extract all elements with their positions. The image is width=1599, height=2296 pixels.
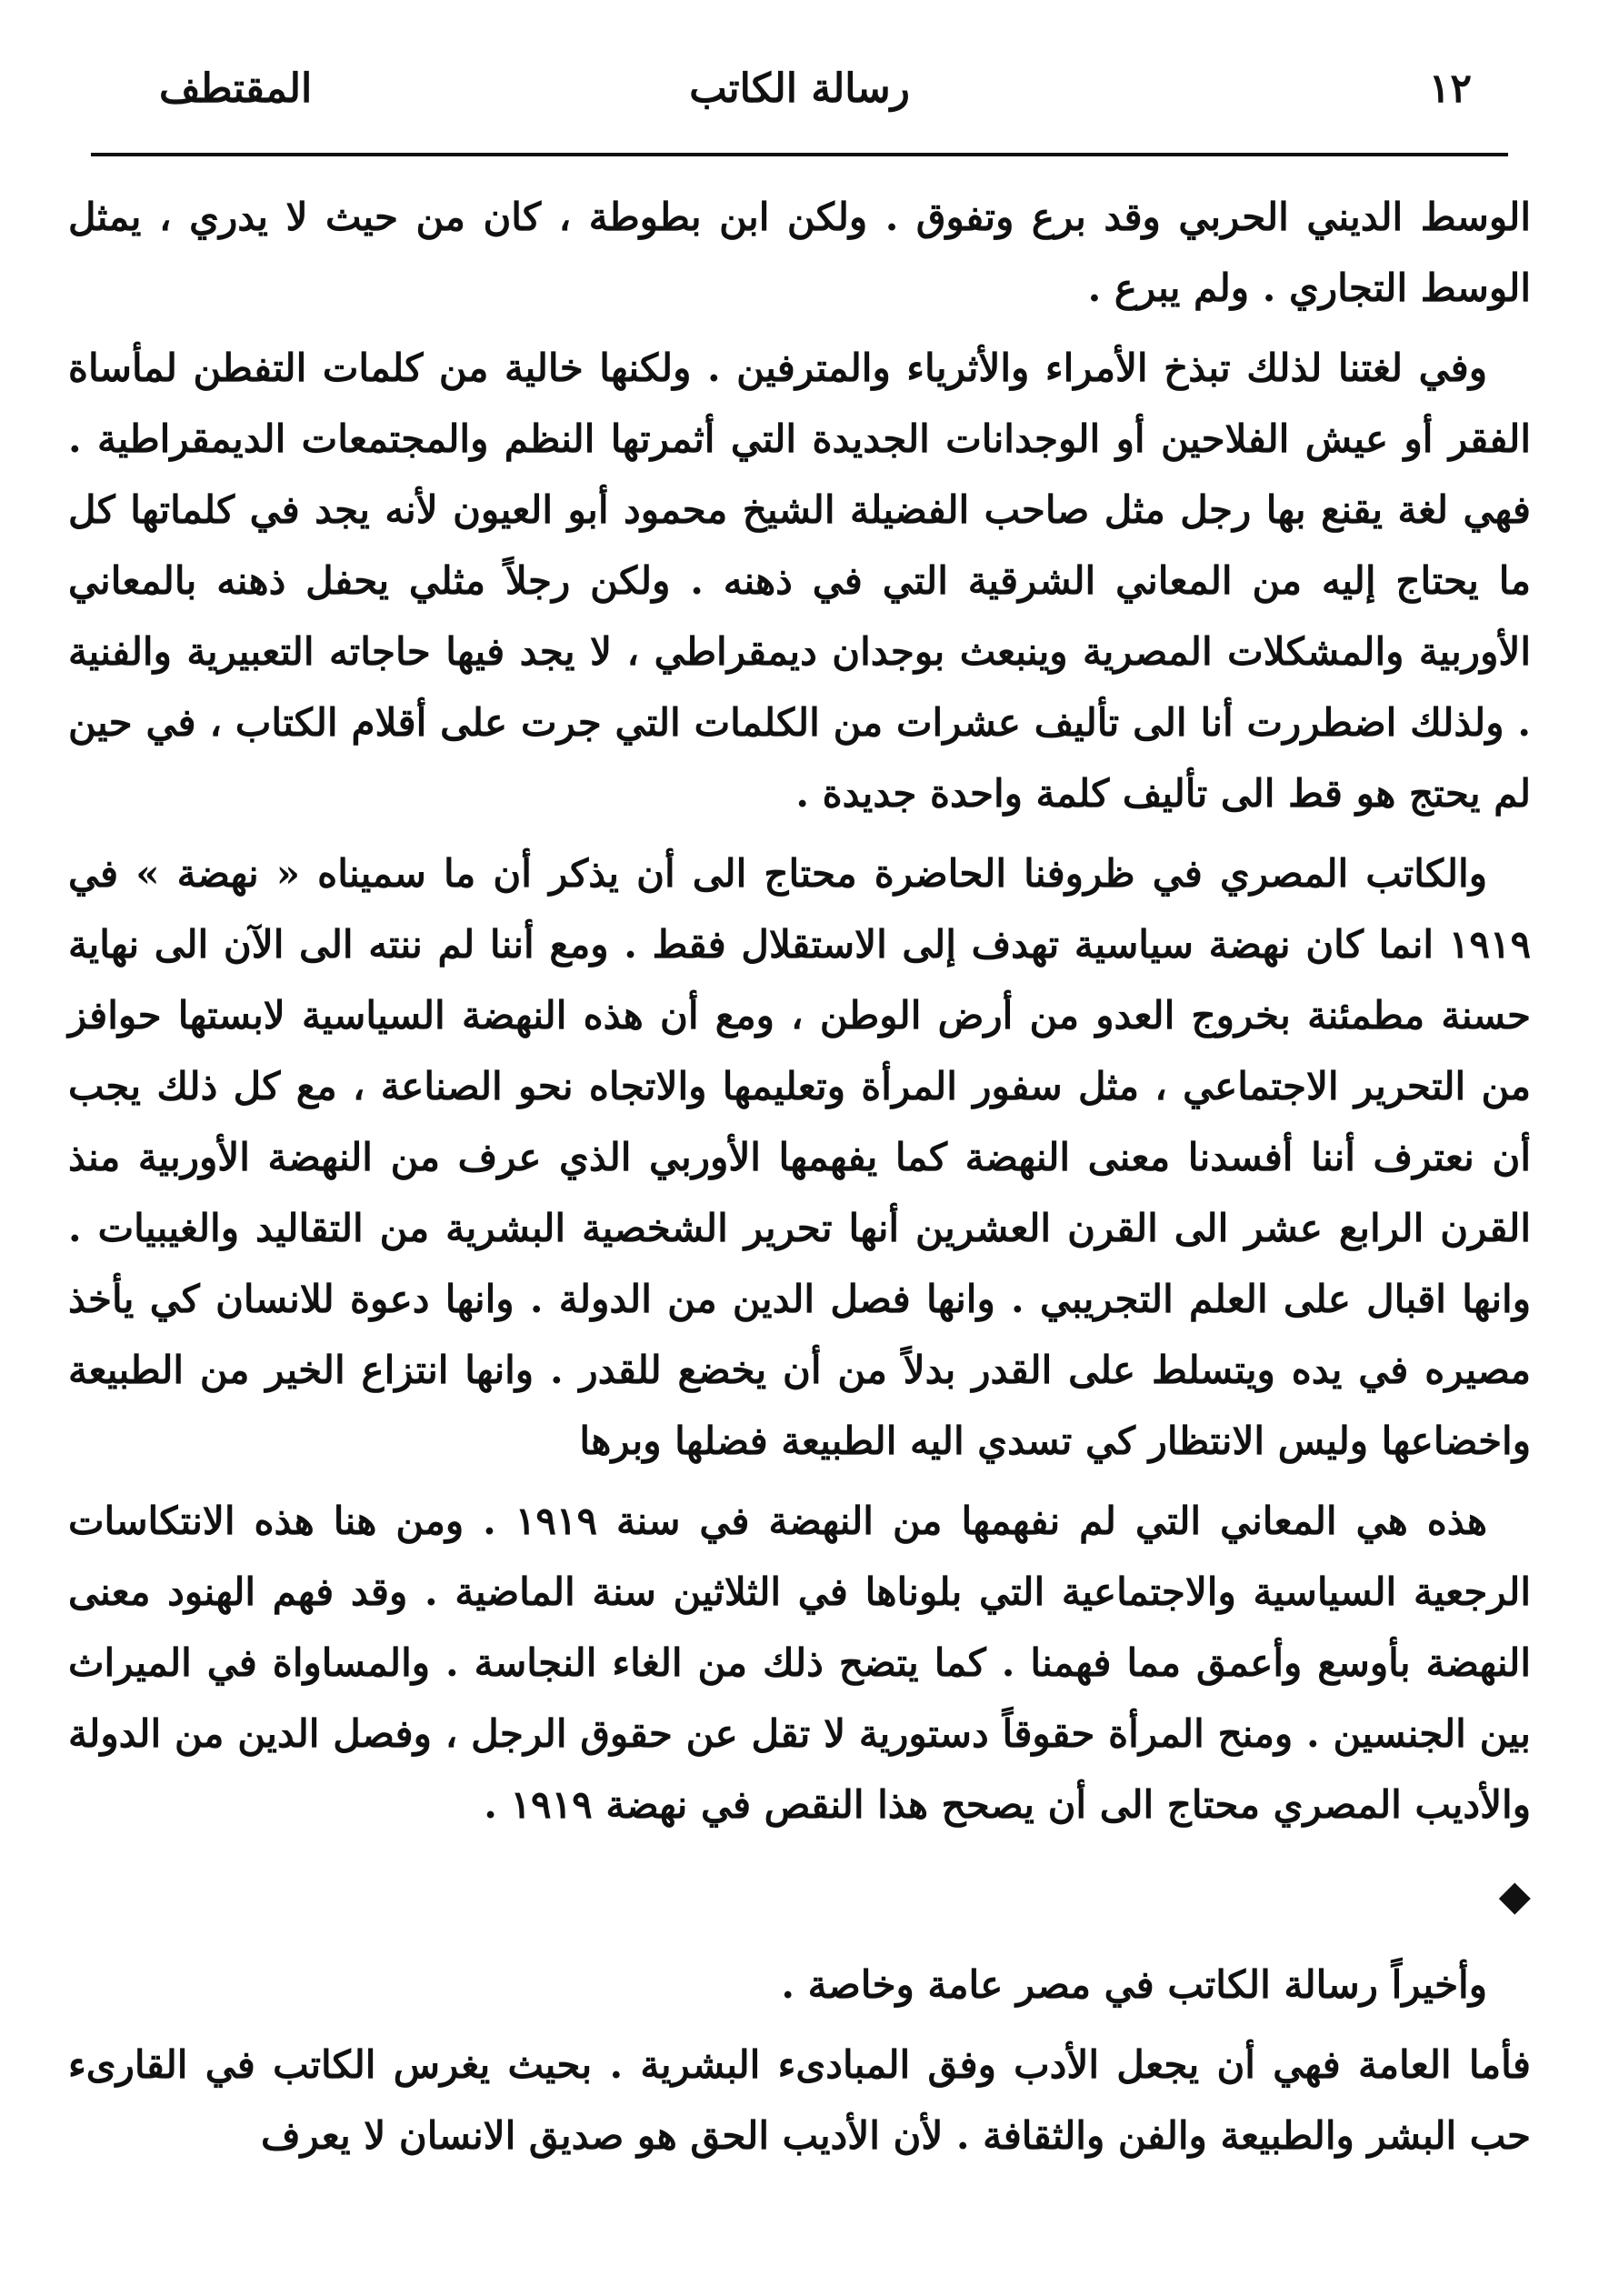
paragraph: والكاتب المصري في ظروفنا الحاضرة محتاج الى أن يذكر أن ما سميناه « نهضة » في ١٩١٩ انما كان نهضة سياسية تهدف إلى الاستقلال فقط . ومع أننا لم ننته الى الآن الى نهاية حسنة مطمئنة بخروج العدو من أرض الوطن ، ومع أن هذه النهضة السياسية لابستها حوافز من التحرير الاجتماعي ، مثل سفور المرأة وتعليمها والاتجاه نحو الصناعة ، مع كل ذلك يجب أن نعترف أننا أفسدنا معنى النهضة كما يفهمها الأوربي الذي عرف من النهضة الأوربية منذ القرن الرابع عشر الى القرن العشرين أنها تحرير الشخصية البشرية من التقاليد والغيبيات . وانها اقبال على العلم التجريبي . وانها فصل الدين من الدولة . وانها دعوة للانسان كي يأخذ مصيره في يده ويتسلط على القدر بدلاً من أن يخضع للقدر . وانها انتزاع الخير من الطبيعة واخضاعها وليس الانتظار كي تسدي اليه الطبيعة فضلها وبرها: [68, 851, 1531, 1463]
journal-name: المقتطف: [159, 65, 313, 112]
diamond-ornament-icon: ◆: [1498, 1870, 1531, 1920]
article-body: [68, 182, 1531, 2181]
paragraph: فأما العامة فهي أن يجعل الأدب وفق المبادىء البشرية . بحيث يغرس الكاتب في القارىء حب البشر والطبيعة والفن والثقافة . لأن الأديب الحق هو صديق الانسان لا يعرف: [68, 2042, 1531, 2158]
paragraph: وفي لغتنا لذلك تبذخ الأمراء والأثرياء والمترفين . ولكنها خالية من كلمات التفطن لمأساة الفقر أو عيش الفلاحين أو الوجدانات الجديدة التي أثمرتها النظم والمجتمعات الديمقراطية . فهي لغة يقنع بها رجل مثل صاحب الفضيلة الشيخ محمود أبو العيون لأنه يجد في كلماتها كل ما يحتاج إليه من المعاني الشرقية التي في ذهنه . ولكن رجلاً مثلي يحفل ذهنه بالمعاني الأوربية والمشكلات المصرية وينبعث بوجدان ديمقراطي ، لا يجد فيها حاجاته التعبيرية والفنية . ولذلك اضطررت أنا الى تأليف عشرات من الكلمات التي جرت على أقلام الكتاب ، في حين لم يحتج هو قط الى تأليف كلمة واحدة جديدة .: [68, 346, 1531, 816]
running-title: رسالة الكاتب: [689, 65, 910, 112]
header-rule: [91, 153, 1508, 156]
paragraph: هذه هي المعاني التي لم نفهمها من النهضة في سنة ١٩١٩ . ومن هنا هذه الانتكاسات الرجعية السياسية والاجتماعية التي بلوناها في الثلاثين سنة الماضية . وقد فهم الهنود معنى النهضة بأوسع وأعمق مما فهمنا . كما يتضح ذلك من الغاء النجاسة . والمساواة في الميراث بين الجنسين . ومنح المرأة حقوقاً دستورية لا تقل عن حقوق الرجل ، وفصل الدين من الدولة والأديب المصري محتاج الى أن يصحح هذا النقص في نهضة ١٩١٩ .: [68, 1499, 1531, 1827]
paragraph: الوسط الديني الحربي وقد برع وتفوق . ولكن ابن بطوطة ، كان من حيث لا يدري ، يمثل الوسط التجاري . ولم يبرع .: [68, 195, 1531, 310]
paragraph: وأخيراً رسالة الكاتب في مصر عامة وخاصة .: [781, 1962, 1487, 2007]
page-header: [91, 56, 1508, 129]
page-number: ١٢: [1428, 65, 1472, 112]
